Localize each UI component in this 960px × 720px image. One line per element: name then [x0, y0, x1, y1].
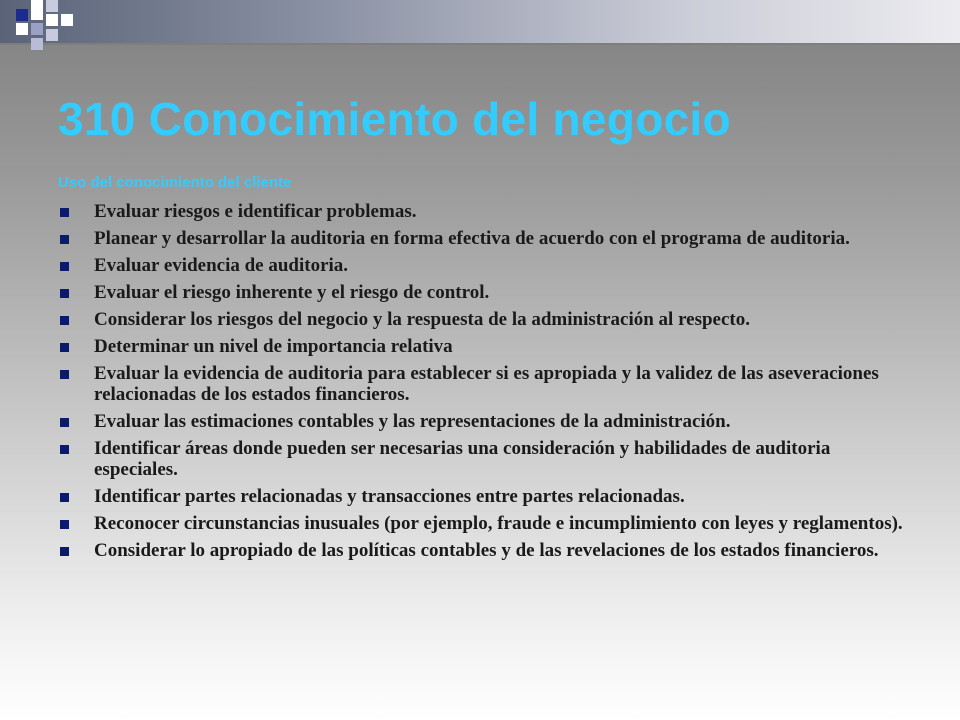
bullet-item [58, 309, 906, 330]
section-subtitle: Uso del conocimiento del cliente [58, 174, 292, 191]
bullet-item [58, 513, 906, 534]
bullet-text: Evaluar las estimaciones contables y las representaciones de la administración. [94, 411, 731, 432]
deco-square [16, 9, 28, 21]
square-bullet-icon [60, 343, 69, 352]
bullet-text: Determinar un nivel de importancia relativa [94, 336, 453, 357]
bullet-text: Planear y desarrollar la auditoria en forma efectiva de acuerdo con el programa de auditoria. [94, 228, 850, 249]
square-bullet-icon [60, 262, 69, 271]
bullet-item [58, 228, 906, 249]
deco-square [16, 23, 28, 35]
bullet-text: Evaluar riesgos e identificar problemas. [94, 201, 417, 222]
bullet-text: Reconocer circunstancias inusuales (por ejemplo, fraude e incumplimiento con leyes y reglamentos). [94, 513, 903, 534]
bullet-item [58, 336, 906, 357]
square-bullet-icon [60, 493, 69, 502]
header-band [0, 0, 960, 43]
bullet-text: Evaluar evidencia de auditoria. [94, 255, 349, 276]
bullet-item [58, 438, 906, 480]
bullet-text: Identificar áreas donde pueden ser necesarias una consideración y habilidades de auditoria especiales. [94, 438, 831, 480]
bullet-item [58, 255, 906, 276]
square-bullet-icon [60, 547, 69, 556]
bullet-item [58, 540, 906, 561]
square-bullet-icon [60, 520, 69, 529]
square-bullet-icon [60, 370, 69, 379]
bullet-item [58, 282, 906, 303]
deco-square [61, 14, 73, 26]
deco-square [31, 0, 43, 20]
bullet-item [58, 201, 906, 222]
bullet-text: Identificar partes relacionadas y transacciones entre partes relacionadas. [94, 486, 685, 507]
page-title: 310 Conocimiento del negocio [58, 93, 731, 145]
square-bullet-icon [60, 418, 69, 427]
bullet-text: Evaluar la evidencia de auditoria para establecer si es apropiada y la validez de las aseveraciones relacionadas de los estados financieros. [94, 363, 879, 405]
square-bullet-icon [60, 235, 69, 244]
square-bullet-icon [60, 289, 69, 298]
deco-square [46, 29, 58, 41]
square-bullet-icon [60, 445, 69, 454]
bullet-item [58, 411, 906, 432]
deco-square [31, 38, 43, 50]
header-divider [0, 43, 960, 45]
square-bullet-icon [60, 208, 69, 217]
bullet-text: Evaluar el riesgo inherente y el riesgo de control. [94, 282, 490, 303]
bullet-list [58, 201, 906, 567]
bullet-text: Considerar los riesgos del negocio y la respuesta de la administración al respecto. [94, 309, 751, 330]
deco-square [46, 14, 58, 26]
deco-square [31, 23, 43, 35]
deco-square [46, 0, 58, 12]
bullet-item [58, 486, 906, 507]
square-bullet-icon [60, 316, 69, 325]
bullet-item [58, 363, 906, 405]
bullet-text: Considerar lo apropiado de las políticas contables y de las revelaciones de los estados financieros. [94, 540, 879, 561]
